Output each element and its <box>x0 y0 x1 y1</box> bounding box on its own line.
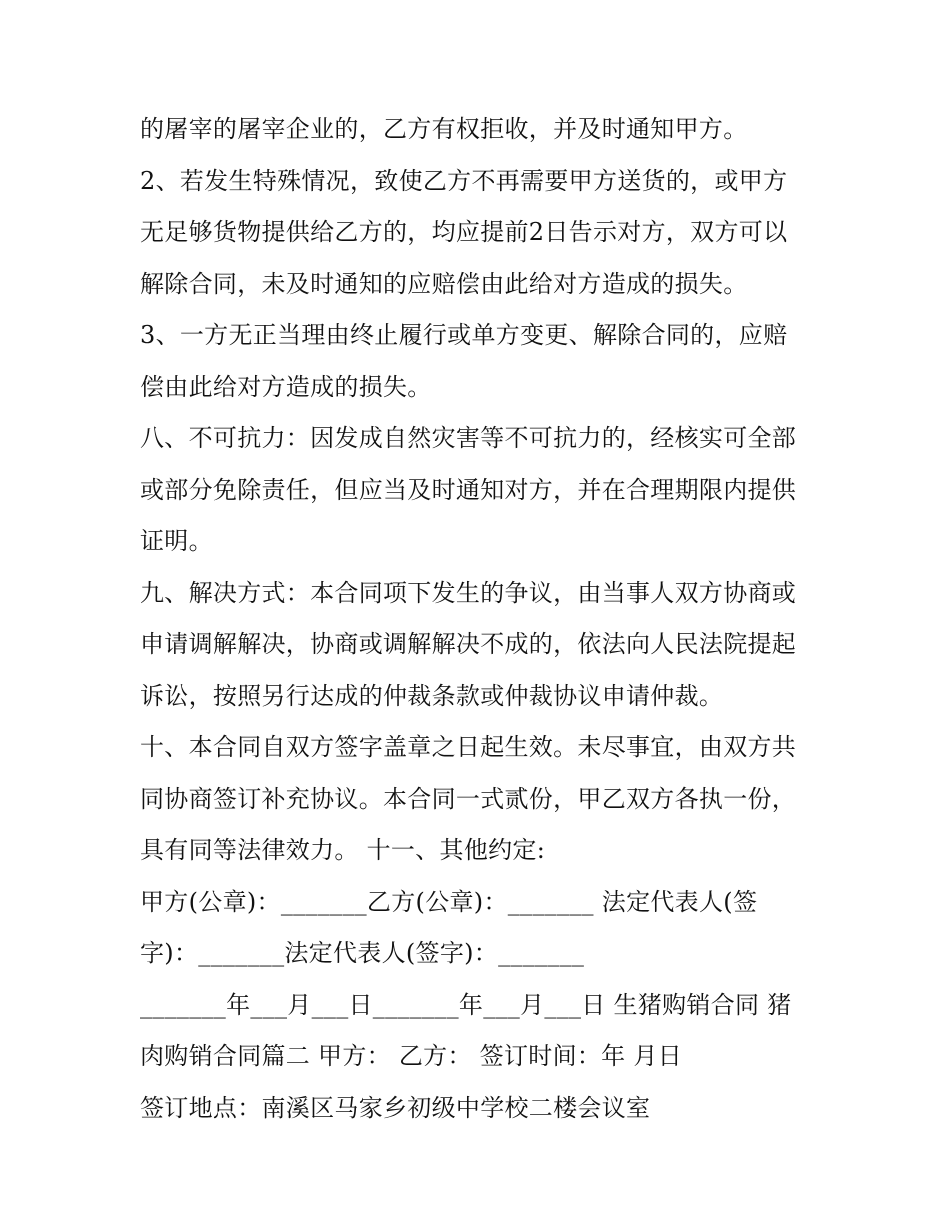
text-line: 肉购销合同篇二 甲方： 乙方： 签订时间：年 月日 <box>140 1042 683 1070</box>
text-line: 具有同等法律效力。 十一、其他约定: <box>140 836 546 864</box>
text-line: 证明。 <box>140 527 213 555</box>
text-line: _______年___月___日_______年___月___日 生猪购销合同 猪 <box>140 990 792 1019</box>
contract-text-body <box>140 104 820 1134</box>
text-line: 申请调解解决，协商或调解解决不成的，依法向人民法院提起 <box>140 630 797 658</box>
text-line: 九、解决方式：本合同项下发生的争议，由当事人双方协商或 <box>140 578 797 607</box>
text-line: 签订地点：南溪区马家乡初级中学校二楼会议室 <box>140 1093 651 1122</box>
text-line: 甲方(公章)：_______乙方(公章)：_______ 法定代表人(签 <box>140 887 758 916</box>
text-line: 或部分免除责任，但应当及时通知对方，并在合理期限内提供 <box>140 475 797 504</box>
text-line: 的屠宰的屠宰企业的，乙方有权拒收，并及时通知甲方。 <box>140 115 748 143</box>
text-line: 字)：_______法定代表人(签字)：_______ <box>140 939 585 967</box>
text-line: 八、不可抗力：因发成自然灾害等不可抗力的，经核实可全部 <box>140 424 797 452</box>
text-line: 3、一方无正当理由终止履行或单方变更、解除合同的，应赔 <box>140 321 788 349</box>
text-line: 解除合同，未及时通知的应赔偿由此给对方造成的损失。 <box>140 269 748 298</box>
text-line: 偿由此给对方造成的损失。 <box>140 372 432 401</box>
text-line: 2、若发生特殊情况，致使乙方不再需要甲方送货的，或甲方 <box>140 166 788 195</box>
text-line: 诉讼，按照另行达成的仲裁条款或仲裁协议申请仲裁。 <box>140 681 724 710</box>
text-line: 十、本合同自双方签字盖章之日起生效。未尽事宜，由双方共 <box>140 733 797 761</box>
text-line: 同协商签订补充协议。本合同一式贰份，甲乙双方各执一份， <box>140 784 797 813</box>
text-line: 无足够货物提供给乙方的，均应提前2日告示对方，双方可以 <box>140 218 788 246</box>
